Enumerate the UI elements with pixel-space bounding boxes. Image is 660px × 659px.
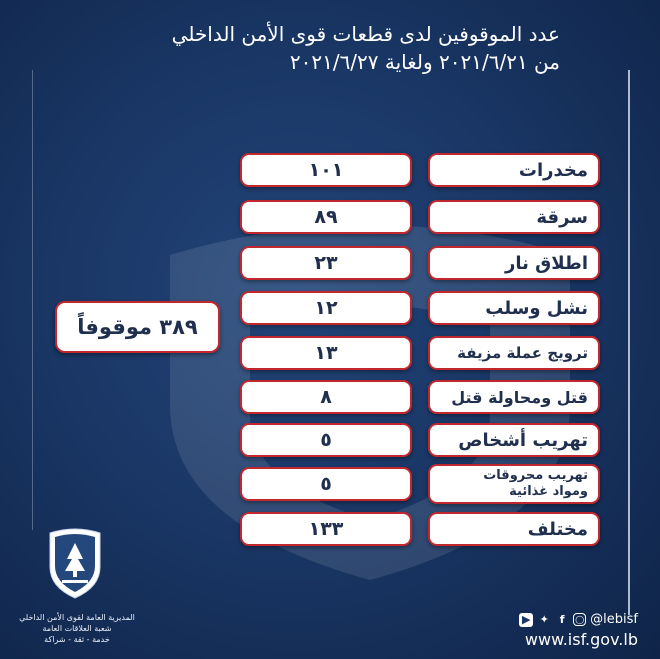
category-label: تهريب أشخاص bbox=[428, 423, 600, 457]
category-value: ٥ bbox=[240, 467, 412, 501]
org-name: المديرية العامة لقوى الأمن الداخلي bbox=[19, 613, 135, 622]
org-motto: خدمة - ثقة - شراكة bbox=[44, 635, 110, 644]
website-link[interactable]: www.isf.gov.lb bbox=[524, 630, 638, 649]
date-range: من ٢٠٢١/٦/٢١ ولغاية ٢٠٢١/٦/٢٧ bbox=[289, 50, 560, 74]
category-value: ١٠١ bbox=[240, 153, 412, 187]
category-value: ٢٣ bbox=[240, 246, 412, 280]
category-value: ٨٩ bbox=[240, 200, 412, 234]
category-label: سرقة bbox=[428, 200, 600, 234]
facebook-icon[interactable]: f bbox=[559, 613, 565, 626]
category-label: نشل وسلب bbox=[428, 291, 600, 325]
category-label: مختلف bbox=[428, 512, 600, 546]
youtube-icon[interactable]: ▶ bbox=[519, 613, 533, 627]
category-value: ١٢ bbox=[240, 291, 412, 325]
category-label: مخدرات bbox=[428, 153, 600, 187]
twitter-icon[interactable]: ✦ bbox=[539, 613, 549, 626]
category-value: ١٣٣ bbox=[240, 512, 412, 546]
category-label: قتل ومحاولة قتل bbox=[428, 380, 600, 414]
category-label: اطلاق نار bbox=[428, 246, 600, 280]
category-label: ترويج عملة مزيفة bbox=[428, 336, 600, 370]
category-label: تهريب محروقات ومواد غذائية bbox=[428, 464, 600, 504]
total-detainees-badge: ٣٨٩ موقوفاً bbox=[55, 301, 220, 353]
isf-logo-icon bbox=[45, 525, 105, 600]
category-value: ٥ bbox=[240, 423, 412, 457]
divider-line-left bbox=[32, 70, 33, 530]
social-footer bbox=[468, 612, 638, 649]
org-division: شعبة العلاقات العامة bbox=[42, 624, 112, 633]
category-value: ٨ bbox=[240, 380, 412, 414]
instagram-icon[interactable]: ◯ bbox=[573, 613, 586, 626]
organization-info bbox=[2, 612, 152, 645]
header bbox=[40, 20, 560, 76]
category-value: ١٣ bbox=[240, 336, 412, 370]
page-title: عدد الموقوفين لدى قطعات قوى الأمن الداخلي bbox=[171, 22, 560, 46]
divider-line-right bbox=[628, 70, 630, 615]
social-handle[interactable]: @lebisf bbox=[590, 612, 638, 627]
